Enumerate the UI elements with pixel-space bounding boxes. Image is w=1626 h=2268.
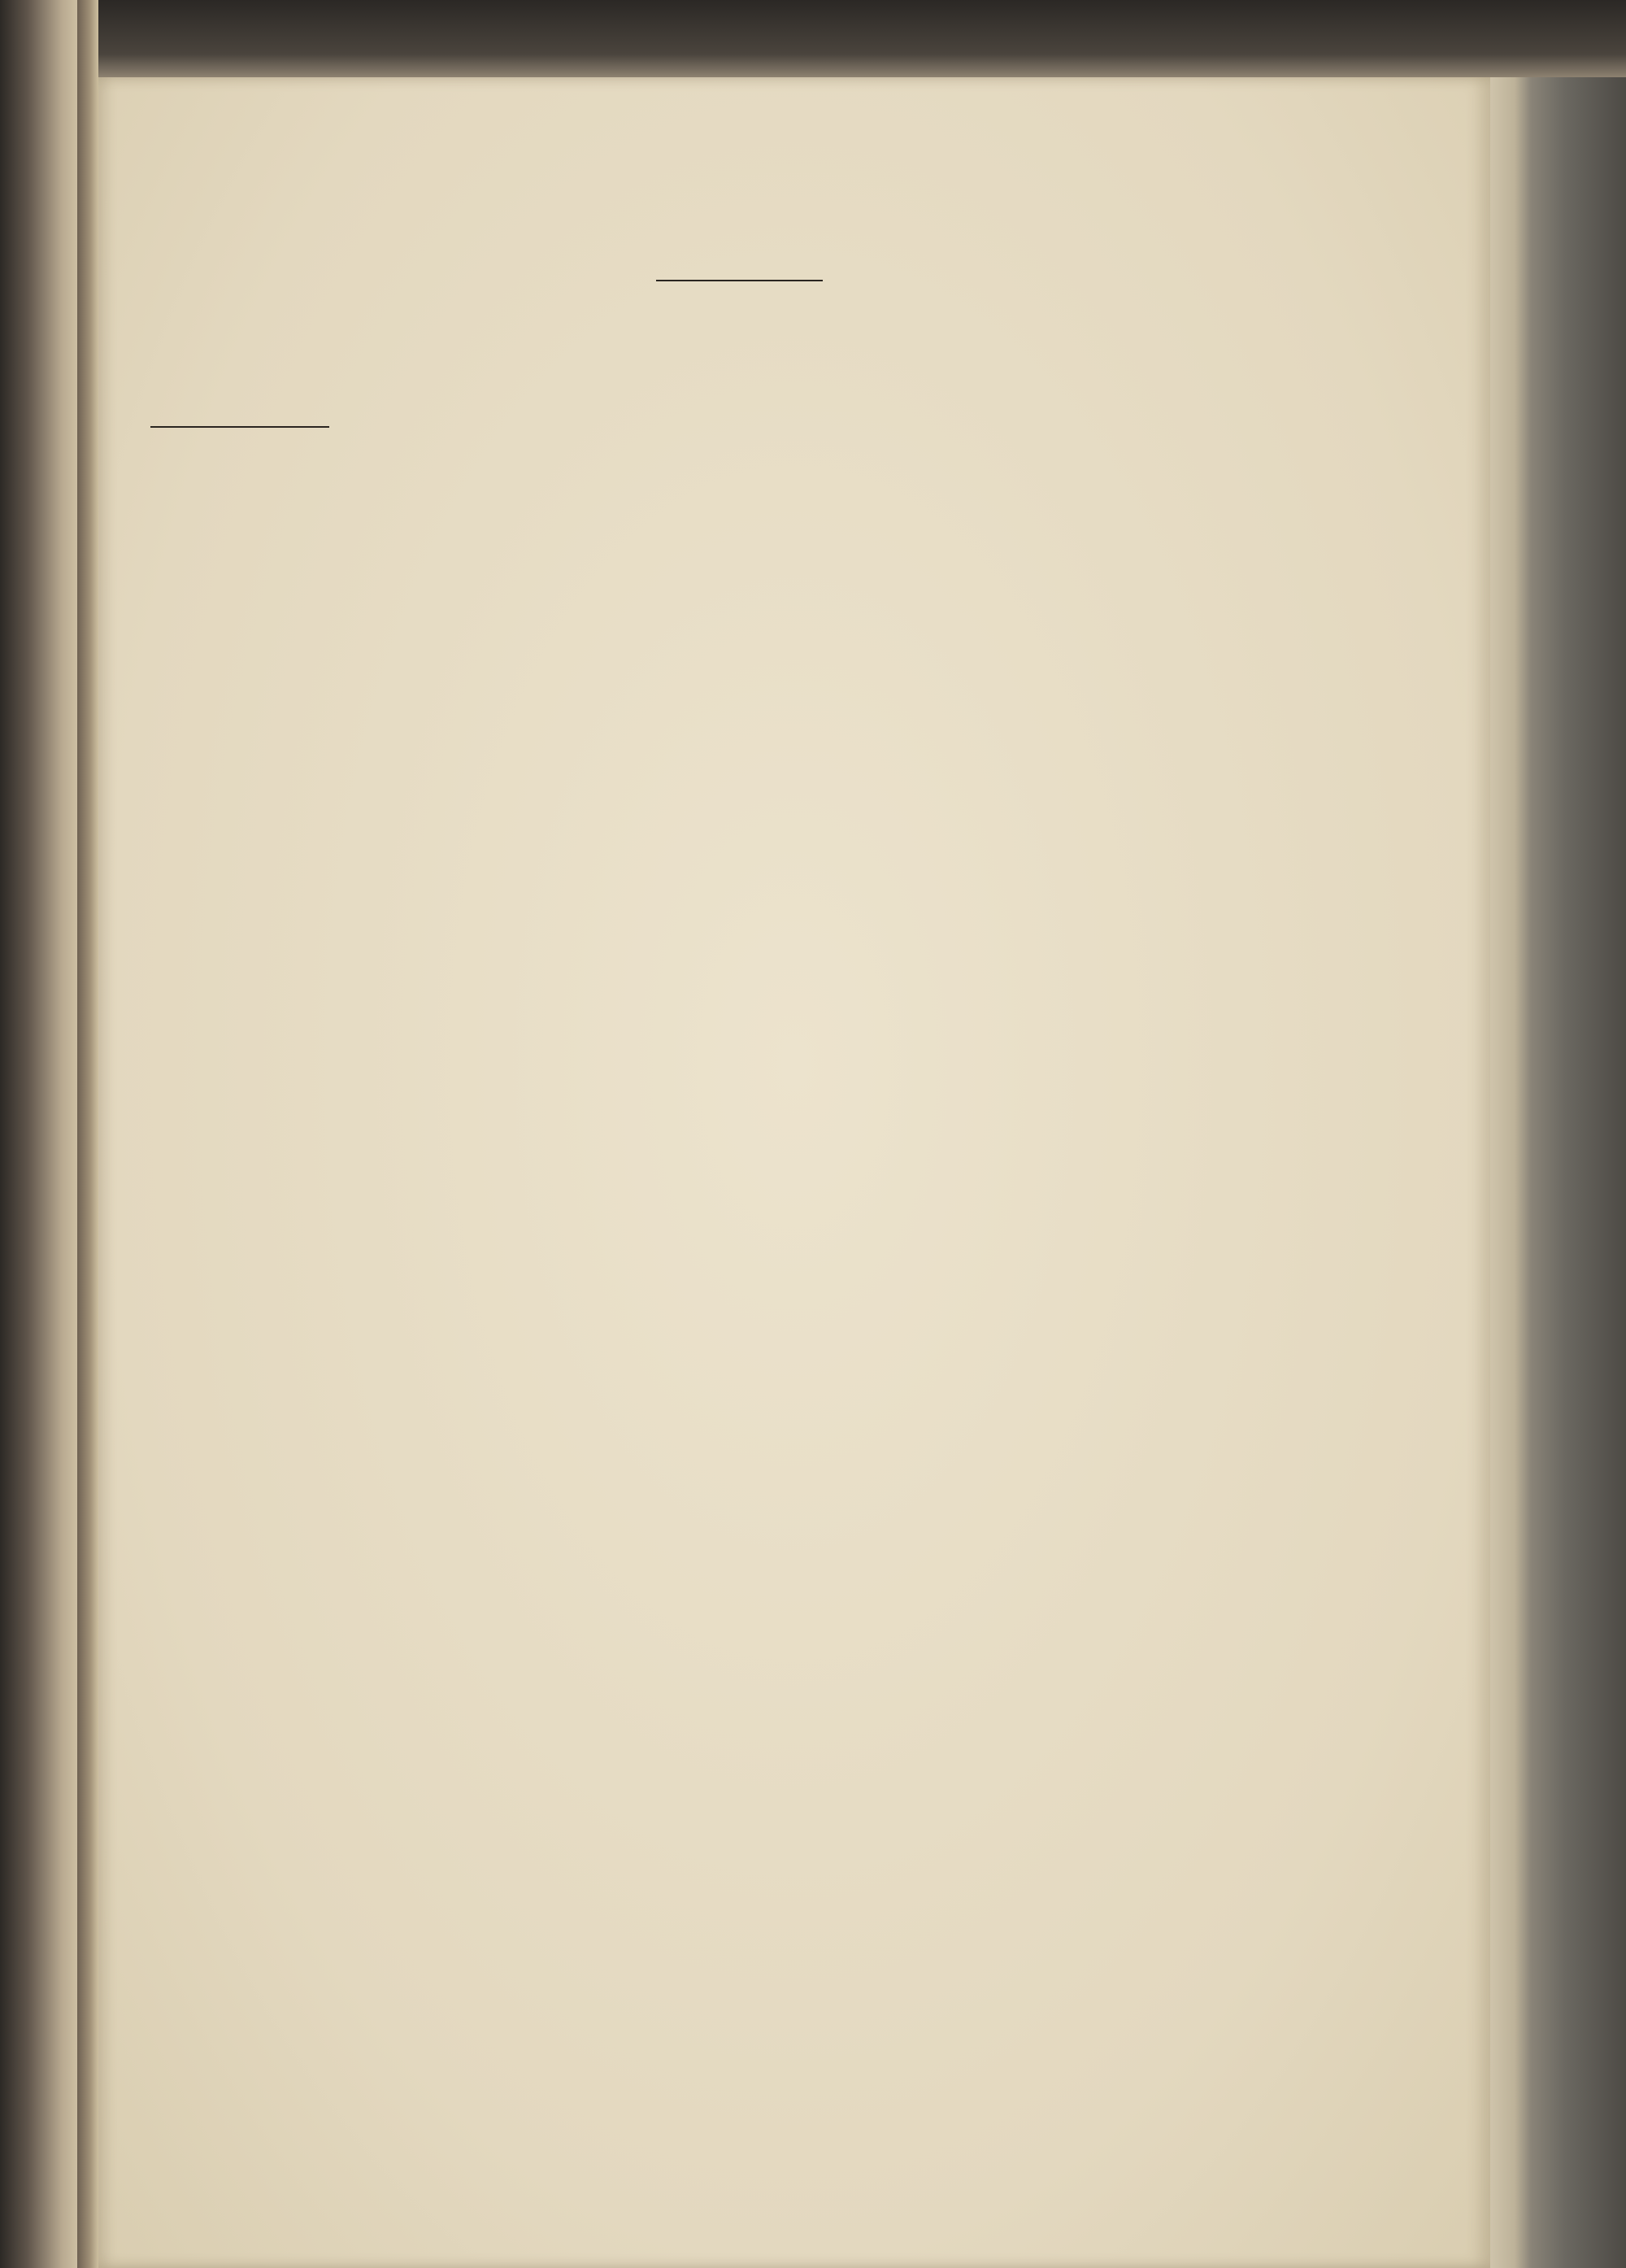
facing-page-edge [0, 0, 77, 2268]
book-top-edge [77, 0, 1626, 77]
separator-rule [656, 280, 823, 281]
page-header [150, 200, 1328, 241]
book-cover-edge [1490, 77, 1626, 2268]
page-body [150, 250, 1328, 442]
book-gutter [77, 0, 98, 2268]
chapter-title [150, 355, 1328, 408]
footnote-rule [150, 426, 329, 428]
